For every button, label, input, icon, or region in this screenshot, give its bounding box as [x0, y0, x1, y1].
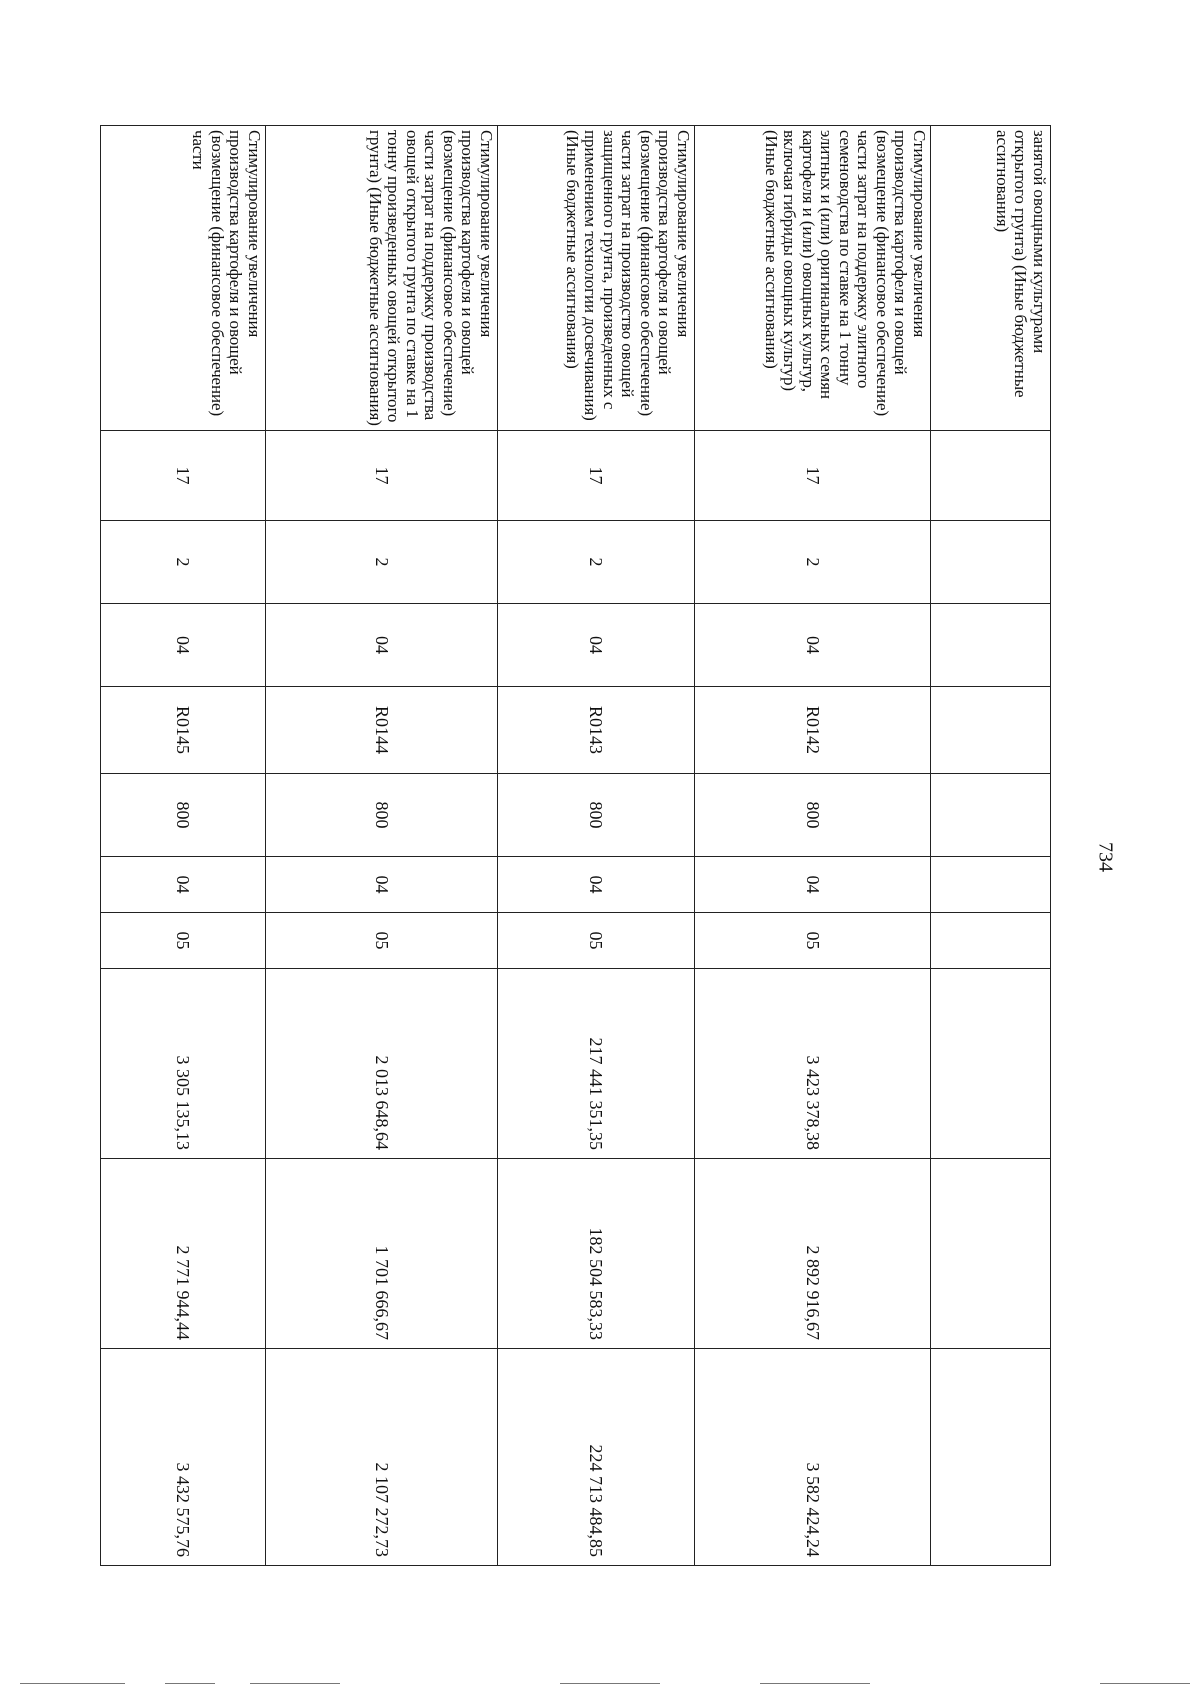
scan-artifact-line	[250, 1683, 340, 1684]
row-code-subsection: 05	[266, 913, 498, 969]
row-code-main-event: 04	[695, 604, 931, 687]
row-code-expense-type: 800	[266, 774, 498, 857]
row-code-main-event	[931, 604, 1051, 687]
scan-artifact-line	[20, 1683, 125, 1684]
table-row	[498, 126, 695, 1566]
scan-artifact-line	[560, 1683, 660, 1684]
page-number: 734	[1094, 842, 1117, 872]
row-code-expense-type: 800	[498, 774, 695, 857]
row-description: Стимулирование увеличения производства картофеля и овощей (возмещение (финансовое обеспечение) части затрат на поддержку элитного семеноводства по ставке на 1 тонну элитных и (или) оригинальных семян картофеля и (или) овощных культур, включая гибриды овощных культур) (Иные бюджетные ассигнования)	[695, 126, 931, 431]
row-code-subsection: 05	[695, 913, 931, 969]
row-description: Стимулирование увеличения производства картофеля и овощей (возмещение (финансовое обеспечение) части	[101, 126, 266, 431]
row-amount-year-2	[931, 1159, 1051, 1349]
row-code-subprogram	[931, 521, 1051, 604]
table-row	[101, 126, 266, 1566]
row-amount-year-1: 217 441 351,35	[498, 969, 695, 1159]
row-code-expense-type: 800	[101, 774, 266, 857]
row-code-direction: R0142	[695, 687, 931, 774]
row-code-subsection: 05	[498, 913, 695, 969]
row-amount-year-3: 224 713 484,85	[498, 1349, 695, 1566]
row-code-direction: R0144	[266, 687, 498, 774]
row-amount-year-3: 2 107 272,73	[266, 1349, 498, 1566]
row-code-section: 04	[101, 857, 266, 913]
row-code-subsection	[931, 913, 1051, 969]
row-code-subsection: 05	[101, 913, 266, 969]
table-row	[931, 126, 1051, 1566]
row-amount-year-2: 2 771 944,44	[101, 1159, 266, 1349]
row-description: Стимулирование увеличения производства картофеля и овощей (возмещение (финансовое обеспечение) части затрат на производство овощей защищенного грунта, произведенных с применением технологии досвечивания) (Иные бюджетные ассигнования)	[498, 126, 695, 431]
row-code-program: 17	[101, 431, 266, 521]
row-code-expense-type: 800	[695, 774, 931, 857]
row-code-direction: R0145	[101, 687, 266, 774]
row-amount-year-3: 3 432 575,76	[101, 1349, 266, 1566]
row-code-section	[931, 857, 1051, 913]
row-code-section: 04	[695, 857, 931, 913]
row-code-section: 04	[266, 857, 498, 913]
row-code-subprogram: 2	[695, 521, 931, 604]
row-code-main-event: 04	[498, 604, 695, 687]
scan-artifact-line	[1100, 1683, 1190, 1684]
row-code-direction	[931, 687, 1051, 774]
row-amount-year-2: 182 504 583,33	[498, 1159, 695, 1349]
row-amount-year-1: 2 013 648,64	[266, 969, 498, 1159]
row-code-program	[931, 431, 1051, 521]
scan-artifact-line	[165, 1683, 215, 1684]
row-code-expense-type	[931, 774, 1051, 857]
row-code-subprogram: 2	[266, 521, 498, 604]
row-amount-year-2: 1 701 666,67	[266, 1159, 498, 1349]
table-row	[695, 126, 931, 1566]
row-code-main-event: 04	[101, 604, 266, 687]
scan-artifact-line	[760, 1683, 870, 1684]
row-amount-year-1: 3 423 378,38	[695, 969, 931, 1159]
row-code-program: 17	[266, 431, 498, 521]
table-row	[266, 126, 498, 1566]
row-amount-year-1: 3 305 135,13	[101, 969, 266, 1159]
row-amount-year-1	[931, 969, 1051, 1159]
row-code-direction: R0143	[498, 687, 695, 774]
row-code-subprogram: 2	[498, 521, 695, 604]
row-amount-year-3	[931, 1349, 1051, 1566]
row-code-program: 17	[695, 431, 931, 521]
row-code-program: 17	[498, 431, 695, 521]
budget-table	[100, 125, 1051, 1566]
row-description: занятой овощными культурами открытого грунта) (Иные бюджетные ассигнования)	[931, 126, 1051, 431]
row-code-section: 04	[498, 857, 695, 913]
row-amount-year-3: 3 582 424,24	[695, 1349, 931, 1566]
row-amount-year-2: 2 892 916,67	[695, 1159, 931, 1349]
row-code-subprogram: 2	[101, 521, 266, 604]
row-code-main-event: 04	[266, 604, 498, 687]
row-description: Стимулирование увеличения производства картофеля и овощей (возмещение (финансовое обеспечение) части затрат на поддержку производства овощей открытого грунта по ставке на 1 тонну произведенных овощей открытого грунта) (Иные бюджетные ассигнования)	[266, 126, 498, 431]
